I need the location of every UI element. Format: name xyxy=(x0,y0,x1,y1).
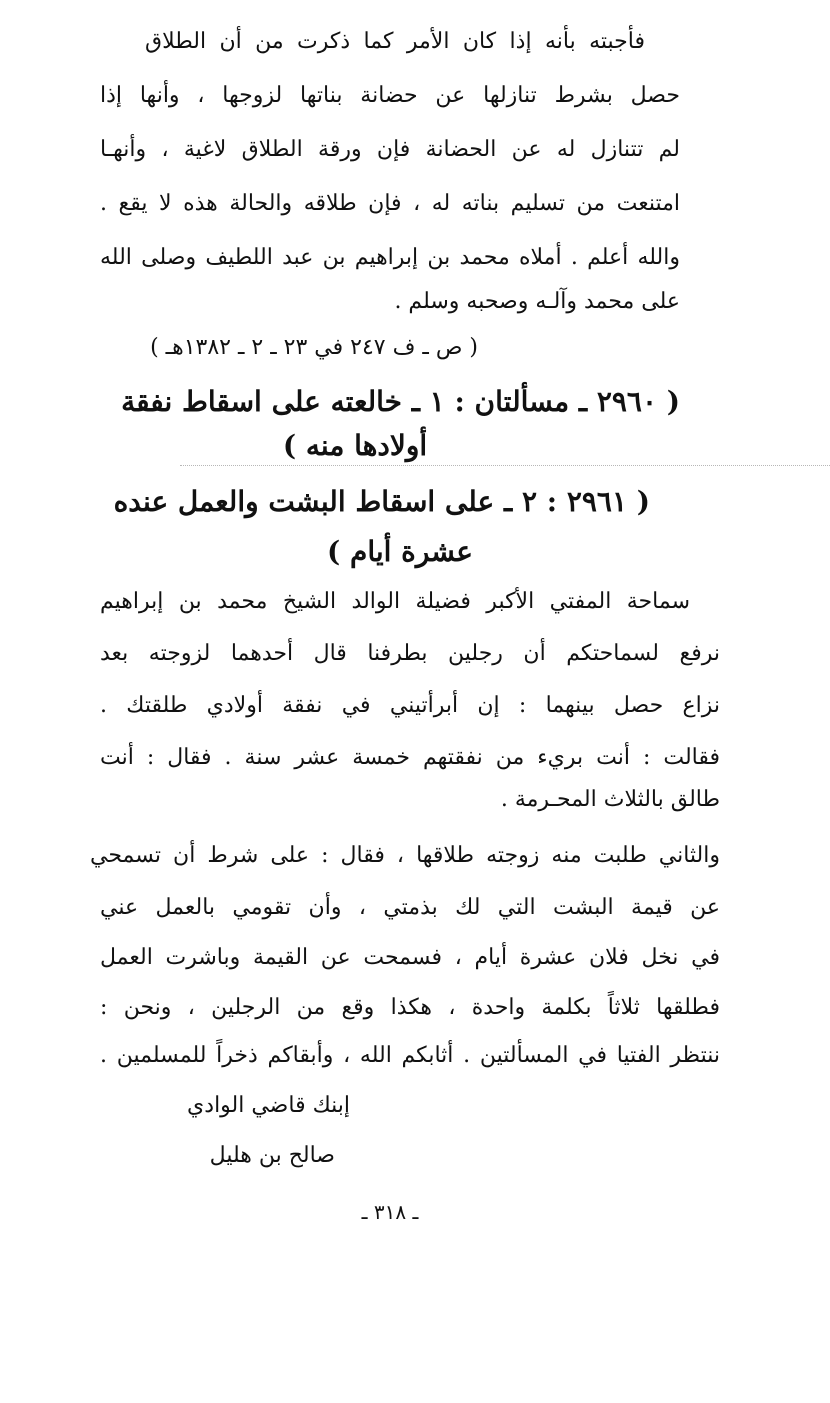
heading-2960-line-1: ( ٢٩٦٠ ـ مسألتان : ١ ـ خالعته على اسقاط نفقة xyxy=(121,385,680,418)
paragraph-3-line-5: ننتظر الفتيا في المسألتين . أثابكم الله ، وأبقاكم ذخراً للمسلمين . xyxy=(100,1043,720,1068)
signature-title: إبنك قاضي الوادي xyxy=(187,1093,350,1118)
heading-2961-line-2: عشرة أيام ) xyxy=(327,535,473,568)
paragraph-3-line-1: والثاني طلبت منه زوجته طلاقها ، فقال : على شرط أن تسمحي xyxy=(90,843,720,868)
paragraph-3-line-4: فطلقها ثلاثاً بكلمة واحدة ، هكذا وقع من الرجلين ، ونحن : xyxy=(100,995,720,1020)
paragraph-2-line-5: طالق بالثلاث المحـرمة . xyxy=(500,787,720,812)
heading-2960-line-2: أولادها منه ) xyxy=(282,429,428,462)
paragraph-1-line-5: والله أعلم . أملاه محمد بن إبراهيم بن عبد اللطيف وصلى الله xyxy=(100,245,680,270)
reference-citation: ( ص ـ ف ٢٤٧ في ٢٣ ـ ٢ ـ ١٣٨٢هـ ) xyxy=(150,335,478,360)
paragraph-2-line-1: سماحة المفتي الأكبر فضيلة الوالد الشيخ محمد بن إبراهيم xyxy=(100,589,690,614)
paragraph-2-line-3: نزاع حصل بينهما : إن أبرأتيني في نفقة أولادي طلقتك . xyxy=(100,693,720,718)
paragraph-1-line-4: امتنعت من تسليم بناته له ، فإن طلاقه والحالة هذه لا يقع . xyxy=(100,191,680,216)
paragraph-2-line-2: نرفع لسماحتكم أن رجلين بطرفنا قال أحدهما لزوجته بعد xyxy=(100,641,720,666)
heading-2961-line-1: ( ٢٩٦١ : ٢ ـ على اسقاط البشت والعمل عنده xyxy=(113,485,650,518)
paragraph-3-line-2: عن قيمة البشت التي لك بذمتي ، وأن تقومي بالعمل عني xyxy=(100,895,720,920)
paragraph-2-line-4: فقالت : أنت بريء من نفقتهم خمسة عشر سنة . فقال : أنت xyxy=(100,745,720,770)
signature-name: صالح بن هليل xyxy=(209,1143,335,1168)
page-number: ـ ٣١٨ ـ xyxy=(361,1200,419,1224)
paragraph-1-line-2: حصل بشرط تنازلها عن حضانة بناتها لزوجها ، وأنها إذا xyxy=(100,83,680,108)
scan-artifact-dots xyxy=(180,465,830,468)
paragraph-3-line-3: في نخل فلان عشرة أيام ، فسمحت عن القيمة وباشرت العمل xyxy=(100,945,720,970)
paragraph-1-line-1: فأجبته بأنه إذا كان الأمر كما ذكرت من أن الطلاق xyxy=(145,29,645,54)
paragraph-1-line-3: لم تتنازل له عن الحضانة فإن ورقة الطلاق لاغية ، وأنهـا xyxy=(100,137,680,162)
paragraph-1-line-6: على محمد وآلـه وصحبه وسلم . xyxy=(394,289,680,314)
